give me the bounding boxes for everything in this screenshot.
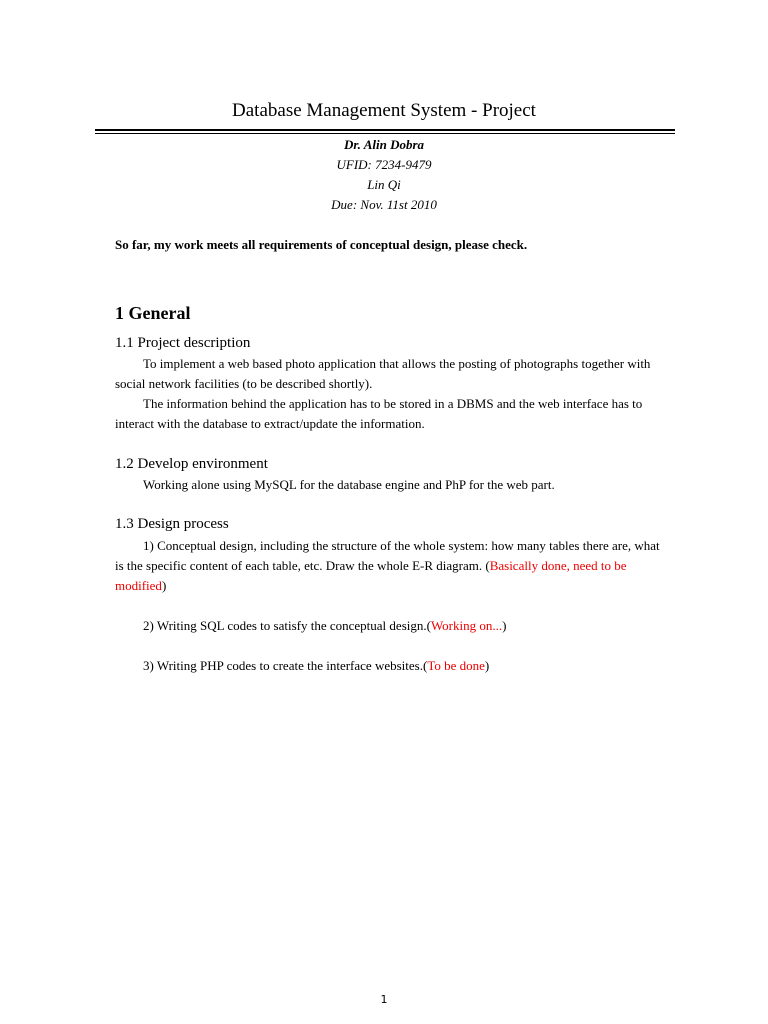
page-number: 1 [380,993,388,1006]
title-rule-thick [95,129,675,131]
paragraph-project-description-2: The information behind the application has to be stored in a DBMS and the web interface has to interact with the database to extract/update the information. [115,396,643,431]
design-step-2-close: ) [502,618,507,633]
design-step-2 [115,616,660,636]
design-step-3-status: To be done [427,658,485,673]
section-heading-general: 1 General [115,303,191,323]
author-name: Lin Qi [367,177,401,192]
subsection-heading-design-process: 1.3 Design process [115,516,229,532]
document-title: Database Management System - Project [232,100,536,121]
status-note: So far, my work meets all requirements of conceptual design, please check. [115,237,528,252]
design-step-2-status: Working on... [430,618,503,633]
design-step-1-status: Basically done, need to be modified [115,558,627,593]
design-step-3-close: ) [484,658,490,673]
paragraph-project-description-1: To implement a web based photo application that allows the posting of photographs together with social network facilities (to be described shortly). [115,356,651,391]
design-step-1-close: ) [161,578,167,593]
design-step-2-text: 2) Writing SQL codes to satisfy the conceptual design.( [143,618,431,633]
subsection-heading-develop-environment: 1.2 Develop environment [115,456,268,472]
instructor-name: Dr. Alin Dobra [343,137,425,152]
paragraph-develop-environment: Working alone using MySQL for the database engine and PhP for the web part. [143,477,555,492]
design-step-1 [115,536,660,596]
title-rule-thin [95,133,675,134]
ufid-line: UFID: 7234-9479 [336,157,432,172]
design-step-3-text: 3) Writing PHP codes to create the interface websites.( [143,658,428,673]
design-step-3 [115,656,660,676]
due-date: Due: Nov. 11st 2010 [331,197,437,212]
design-step-1-text: 1) Conceptual design, including the structure of the whole system: how many tables there are, what is the specific content of each table, etc. Draw the whole E-R diagram. ( [115,538,660,573]
subsection-heading-project-description: 1.1 Project description [115,335,251,351]
